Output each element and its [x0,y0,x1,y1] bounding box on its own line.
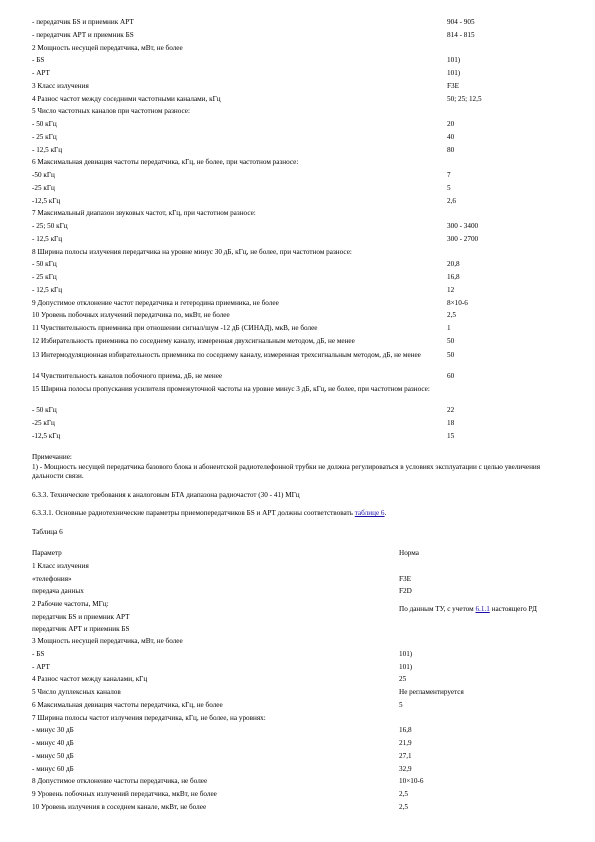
table-row [0,686,595,699]
table-row [0,648,595,661]
table-row [0,673,595,686]
parameter-line: 2 Рабочие частоты, МГц: [32,600,109,608]
value-cell: По данным ТУ, с учетом 6.1.1 настоящего РД [399,605,537,613]
parameter-cell: - 12,5 кГц [32,145,63,154]
value-cell: 5 [399,700,403,709]
parameter-cell: - минус 40 дБ [32,739,74,747]
parameter-cell: 5 Число дуплексных каналов [32,688,121,696]
parameter-cell: - 50 кГц [32,406,57,415]
table-row [0,801,595,814]
table-row [0,585,595,598]
value-cell: 814 - 815 [447,30,475,39]
value-cell: 50 [447,350,455,359]
table-row [0,220,595,233]
parameter-cell: - АРТ [32,662,50,671]
value-cell: 18 [447,419,455,427]
note-block [32,453,552,482]
parameter-cell: -12,5 кГц [32,196,61,205]
value-cell: 15 [447,431,455,440]
value-cell: 27,1 [399,751,412,760]
value-cell: F3E [447,81,459,90]
table-row [0,80,595,93]
table-row [0,195,595,208]
table-row [0,297,595,310]
parameter-cell [32,598,392,636]
value-cell: 20 [447,120,455,128]
parameter-cell: 15 Ширина полосы пропускания усилителя промежуточной частоты на уровне минус 3 дБ, кГц, не более, при частотном разносе: [32,385,430,394]
section-6-1-1-link[interactable]: 6.1.1 [475,605,490,613]
value-cell: 25 [399,675,407,684]
table-row [0,156,595,169]
table-row [0,737,595,750]
table-row [0,29,595,42]
parameter-cell: - 50 кГц [32,120,57,128]
value-cell: 5 [447,183,451,192]
parameter-cell: -25 кГц [32,183,55,192]
value-cell: 10×10-6 [399,777,424,786]
parameter-cell: - 50 кГц [32,260,57,269]
parameter-line: передатчик АРТ и приемник БS [32,625,130,633]
table-row [0,430,595,443]
section-paragraph: 6.3.3.1. Основные радиотехнические параметры приемопередатчиков БS и АРТ должны соответствовать таблице 6. [32,509,387,517]
table-row [0,763,595,776]
value-cell: 21,9 [399,739,412,747]
table-row [0,635,595,648]
value-cell: 101) [399,649,413,658]
parameter-cell: 5 Число частотных каналов при частотном разносе: [32,107,190,116]
table-row [0,182,595,195]
table-row [0,118,595,131]
value-cell: 904 - 905 [447,18,475,26]
table-row [0,699,595,712]
table-row [0,322,595,335]
table-row [0,712,595,725]
parameter-cell: передача данных [32,587,84,596]
value-cell: 2,5 [399,790,408,798]
table-row [0,207,595,220]
value-cell: 101) [399,662,413,671]
parameter-cell: - минус 30 дБ [32,726,74,735]
parameter-line: передатчик БS и приемник АРТ [32,612,130,621]
table-row [0,661,595,674]
table-row [0,560,595,573]
value-cell: Не регламентируется [399,688,464,696]
parameter-cell: 6 Максимальная девиация частоты передатчика, кГц, не более, при частотном разносе: [32,158,299,167]
value-cell: F2D [399,587,412,596]
parameter-cell: 3 Класс излучения [32,81,89,90]
parameter-cell: 6 Максимальная девиация частоты передатчика, кГц, не более [32,700,223,709]
value-cell: 101) [447,69,461,77]
value-cell: 1 [447,324,451,332]
value-cell: 22 [447,406,455,415]
value-cell: 60 [447,371,455,380]
table-row [0,258,595,271]
table-row [0,348,595,370]
value-cell: 300 - 2700 [447,234,479,243]
table-6 [0,547,595,814]
table-row [0,233,595,246]
table-row [0,750,595,763]
value-cell: 20,8 [447,260,460,269]
value-cell: 8×10-6 [447,298,468,307]
table-row [0,246,595,259]
parameter-cell: «телефония» [32,574,72,583]
parameter-cell: 7 Ширина полосы частот излучения передатчика, кГц, не более, на уровнях: [32,713,266,722]
value-cell: 80 [447,145,455,154]
note-text: 1) - Мощность несущей передатчика базового блока и абонентской радиотелефонной трубки не должна регулироваться в условиях эксплуатации с целью увеличения дальности связи. [32,462,541,480]
parameter-cell: 1 Класс излучения [32,561,89,570]
table-row [0,775,595,788]
table-row [0,284,595,297]
table-row [0,16,595,29]
parameter-cell: - 25; 50 кГц [32,222,68,230]
parameter-cell: 8 Ширина полосы излучения передатчика на уровне минус 30 дБ, кГц, не более, при частотном разносе: [32,247,352,256]
table-row [0,417,595,430]
parameter-cell: - 25 кГц [32,132,57,141]
value-cell: 7 [447,171,451,179]
parameters-table-continuation [0,16,595,443]
value-cell: 101) [447,56,461,65]
table-row [0,370,595,383]
value-cell: 16,8 [447,273,460,281]
table-6-link[interactable]: таблице 6 [354,509,385,517]
value-cell: 40 [447,132,455,141]
parameter-cell: 9 Допустимое отклонение частот передатчика и гетеродина приемника, не более [32,298,279,307]
parameter-cell: 9 Уровень побочных излучений передатчика, мкВт, не более [32,790,217,798]
table-row [0,404,595,417]
table-row [0,169,595,182]
parameter-cell: -12,5 кГц [32,431,61,440]
section-text: 6.3.3.1. Основные радиотехнические параметры приемопередатчиков БS и АРТ должны соответствовать [32,509,355,517]
parameter-cell: 3 Мощность несущей передатчика, мВт, не более [32,637,183,645]
value-cell: F3E [399,574,411,583]
value-cell: 50; 25; 12,5 [447,94,482,103]
parameter-cell: 10 Уровень излучения в соседнем канале, мкВт, не более [32,802,207,811]
parameter-cell: - передатчик БS и приемник АРТ [32,18,134,26]
parameter-cell: 14 Чувствительность каналов побочного приема, дБ, не менее [32,371,223,380]
parameter-cell: 12 Избирательность приемника по соседнему каналу, измеренная двухсигнальным методом, дБ, не менее [32,336,355,345]
parameter-cell: 2 Мощность несущей передатчика, мВт, не более [32,43,183,52]
parameter-cell: -25 кГц [32,419,55,427]
parameter-cell: -50 кГц [32,171,55,179]
parameter-cell: - 25 кГц [32,273,57,281]
value-cell: Норма [399,549,419,557]
parameter-cell: 8 Допустимое отклонение частоты передатчика, не более [32,777,208,786]
value-cell: 2,6 [447,196,456,205]
parameter-cell: - БS [32,649,45,658]
parameter-cell: 11 Чувствительность приемника при отношении сигнал/шум -12 дБ (СИНАД), мкВ, не более [32,324,318,332]
parameter-cell: - АРТ [32,69,50,77]
parameter-cell: - минус 50 дБ [32,751,74,760]
value-cell: 12 [447,285,455,294]
value-cell: 2,5 [447,311,456,320]
parameter-cell: - 12,5 кГц [32,285,63,294]
parameter-cell: 4 Разнос частот между соседними частотными каналами, кГц [32,94,221,103]
table-label: Таблица 6 [32,528,63,536]
value-cell: 32,9 [399,764,412,773]
parameter-cell: 10 Уровень побочных излучений передатчика по, мкВт, не более [32,311,230,320]
table-row [0,724,595,737]
parameter-cell: 4 Разнос частот между каналами, кГц [32,675,148,684]
table-row [0,67,595,80]
table-row [0,788,595,801]
parameter-cell: - минус 60 дБ [32,764,74,773]
table-row [0,271,595,284]
parameter-cell: - БS [32,56,45,65]
table-row [0,547,595,560]
table-row [0,93,595,106]
parameter-cell: - 12,5 кГц [32,234,63,243]
table-row [0,105,595,118]
value-cell: 50 [447,336,455,345]
table-row [0,131,595,144]
table-row [0,144,595,157]
value-cell: 300 - 3400 [447,222,479,230]
table-row [0,598,595,635]
parameter-cell: Параметр [32,549,62,557]
table-row [0,42,595,55]
table-row [0,573,595,586]
section-heading: 6.3.3. Технические требования к аналоговым БТА диапазона радиочастот (30 - 41) МГц [32,491,300,499]
table-row [0,382,595,404]
value-cell: 16,8 [399,726,412,735]
parameter-cell: 13 Интермодуляционная избирательность приемника по соседнему каналу, измеренная трехсигнальным методом, дБ, не менее [32,350,421,359]
parameter-cell: 7 Максимальный диапазон звуковых частот, кГц, при частотном разносе: [32,209,256,218]
value-cell: 2,5 [399,802,408,811]
parameter-cell: - передатчик АРТ и приемник БS [32,30,134,39]
table-row [0,309,595,322]
table-row [0,335,595,348]
note-title: Примечание: [32,453,72,461]
table-row [0,54,595,67]
